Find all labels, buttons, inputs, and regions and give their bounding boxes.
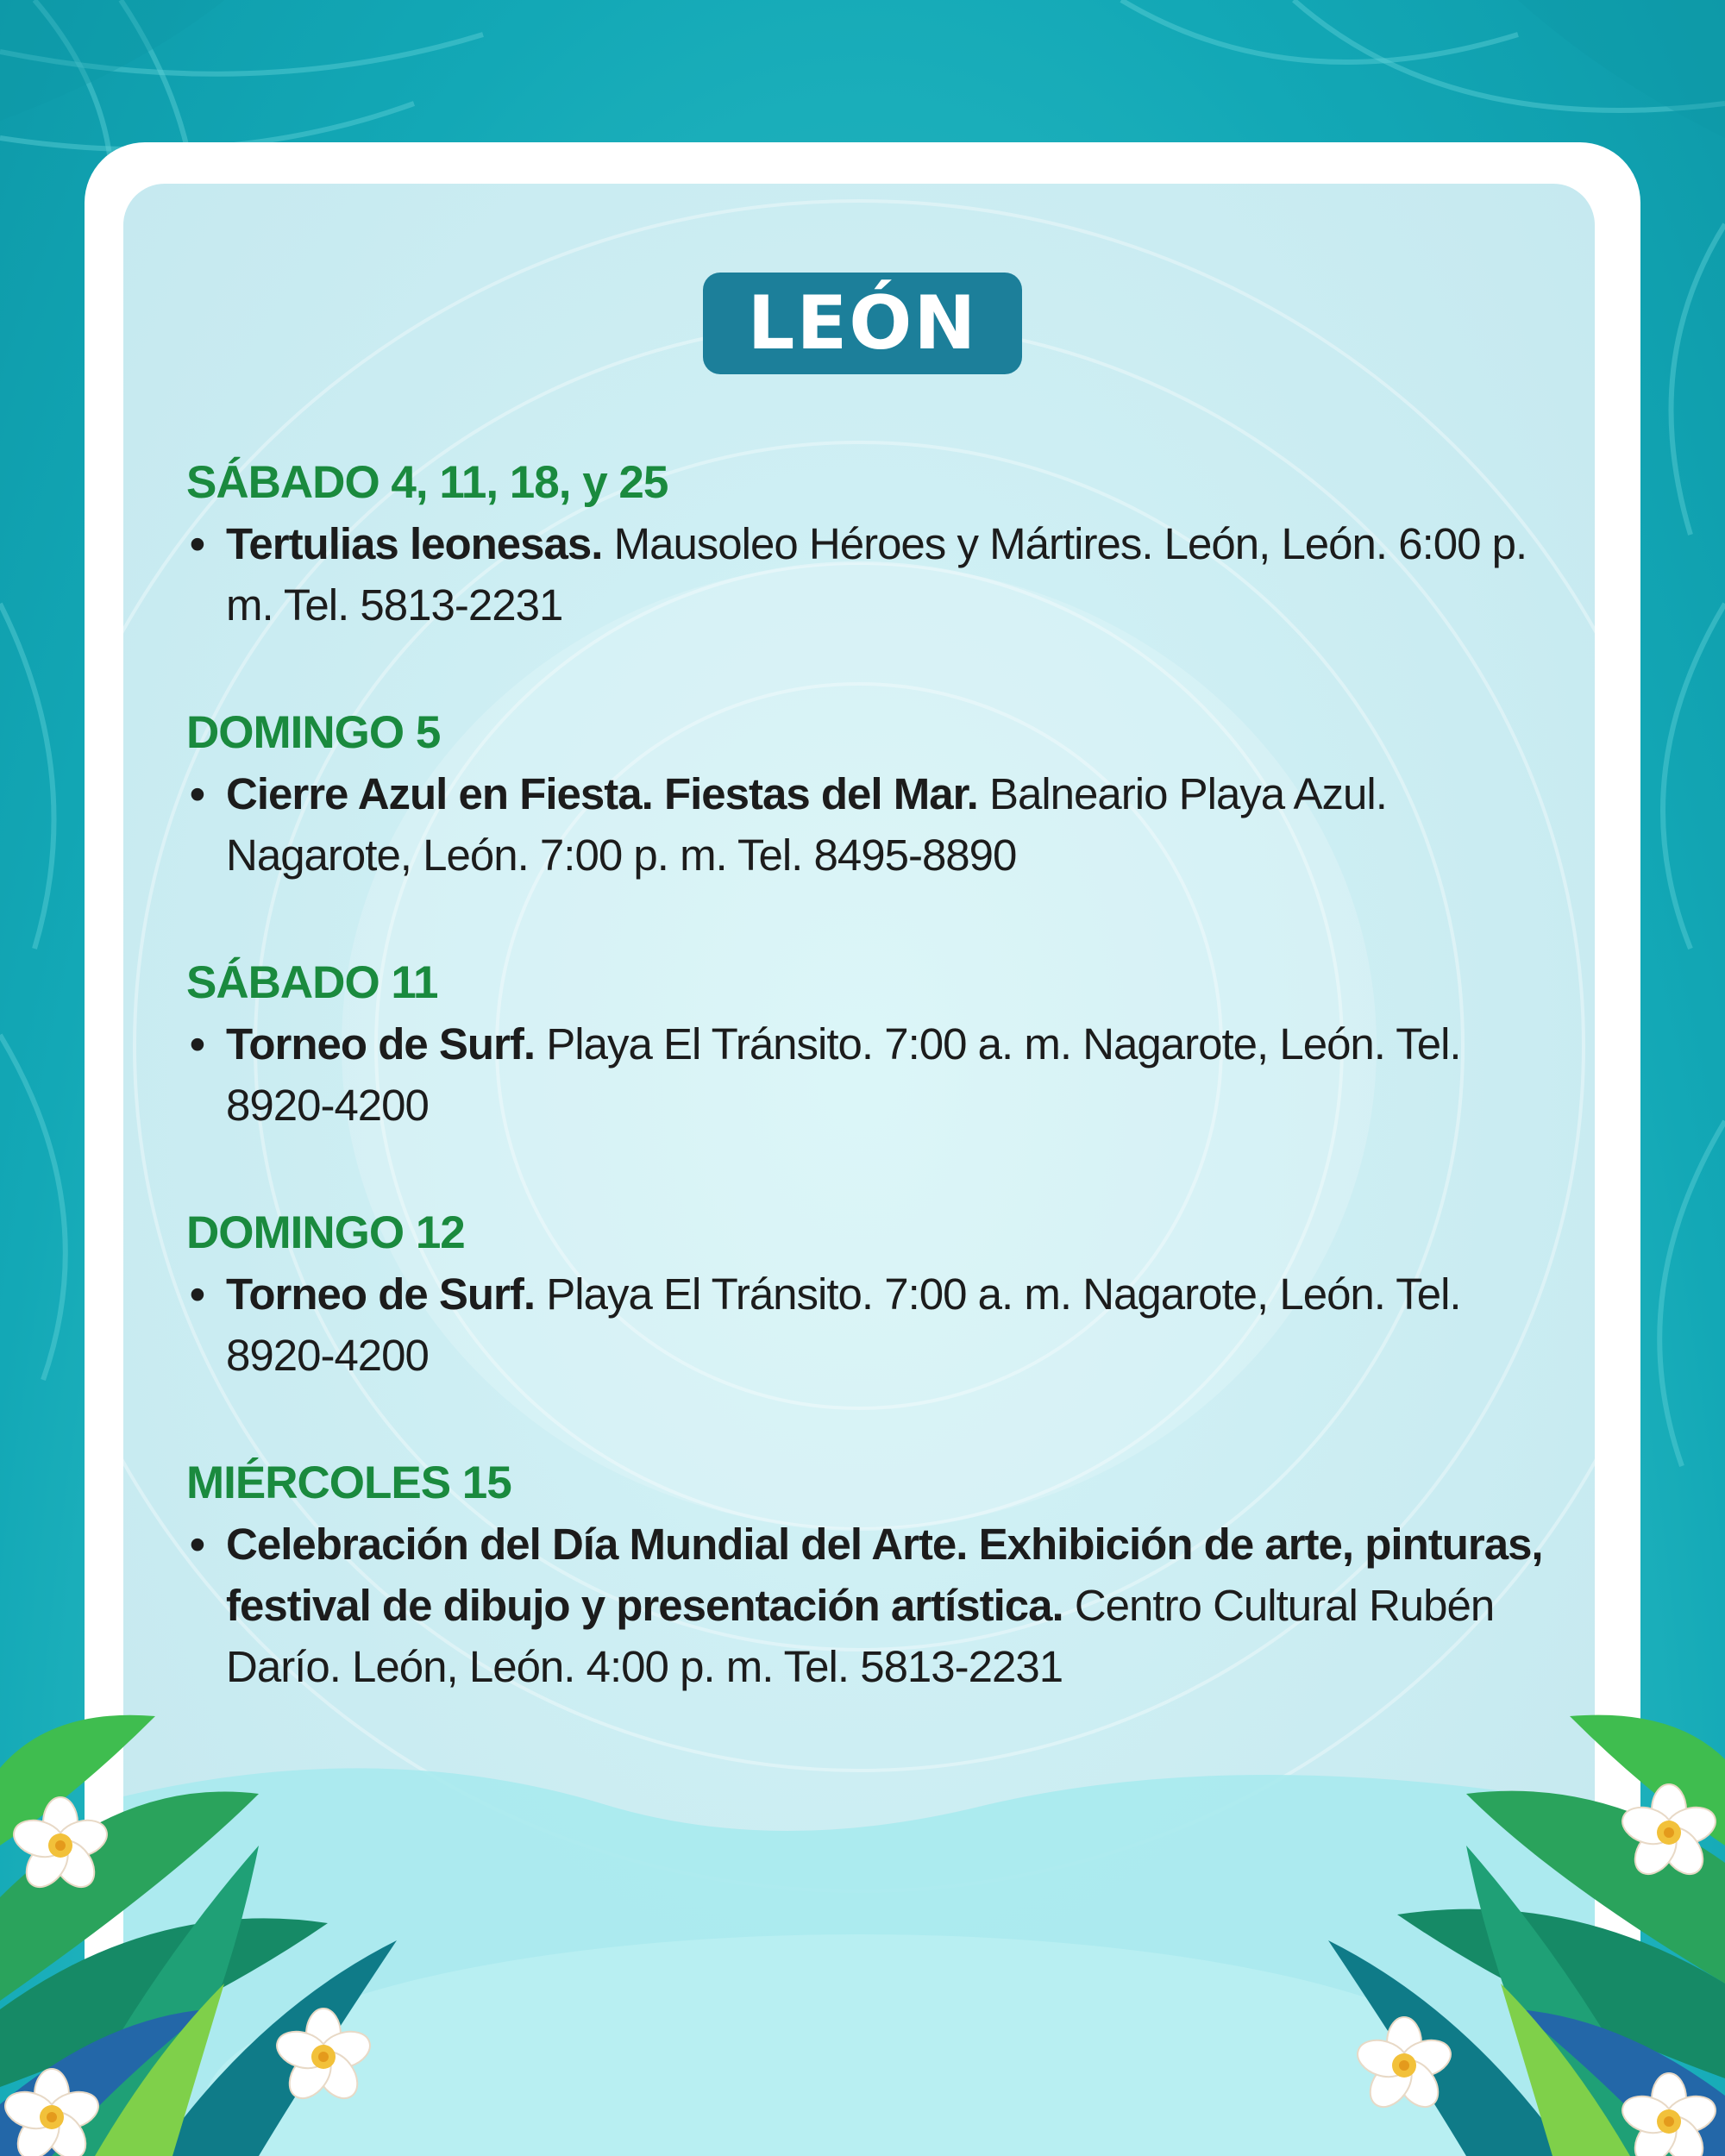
event-title: Tertulias leonesas. (226, 519, 603, 568)
day-heading: DOMINGO 5 (186, 707, 441, 758)
event-block (186, 703, 1549, 886)
event-title: Cierre Azul en Fiesta. Fiestas del Mar. (226, 769, 978, 818)
event-block (186, 1453, 1549, 1697)
event-item (186, 1263, 1549, 1386)
events-list (186, 453, 1549, 1764)
event-details: Centro Cultural Rubén Darío. León, León. 4:00 p. m. Tel. 5813-2231 (226, 1581, 1495, 1691)
event-item (186, 513, 1549, 636)
event-block (186, 453, 1549, 636)
bullet: • (190, 1019, 204, 1069)
bullet: • (190, 1269, 204, 1319)
event-title: Torneo de Surf. (226, 1269, 536, 1319)
event-item (186, 1013, 1549, 1136)
day-heading: MIÉRCOLES 15 (186, 1457, 511, 1508)
day-heading: SÁBADO 11 (186, 957, 438, 1008)
bullet: • (190, 519, 204, 568)
event-title: Torneo de Surf. (226, 1019, 536, 1069)
event-block (186, 953, 1549, 1136)
bullet: • (190, 769, 204, 818)
event-block (186, 1203, 1549, 1386)
day-heading: SÁBADO 4, 11, 18, y 25 (186, 457, 668, 508)
event-title: Celebración del Día Mundial del Arte. Exhibición de arte, pinturas, festival de dibujo y presentación artística. (226, 1520, 1543, 1630)
event-details: Playa El Tránsito. 7:00 a. m. Nagarote, León. Tel. 8920-4200 (226, 1019, 1461, 1130)
event-details: Mausoleo Héroes y Mártires. León, León. 6:00 p. m. Tel. 5813-2231 (226, 519, 1527, 630)
bullet: • (190, 1520, 204, 1569)
page-title: LEÓN (703, 273, 1022, 374)
event-details: Balneario Playa Azul. Nagarote, León. 7:00 p. m. Tel. 8495-8890 (226, 769, 1387, 880)
day-heading: DOMINGO 12 (186, 1207, 465, 1258)
event-item (186, 763, 1549, 886)
event-item (186, 1514, 1549, 1697)
event-details: Playa El Tránsito. 7:00 a. m. Nagarote, León. Tel. 8920-4200 (226, 1269, 1461, 1380)
